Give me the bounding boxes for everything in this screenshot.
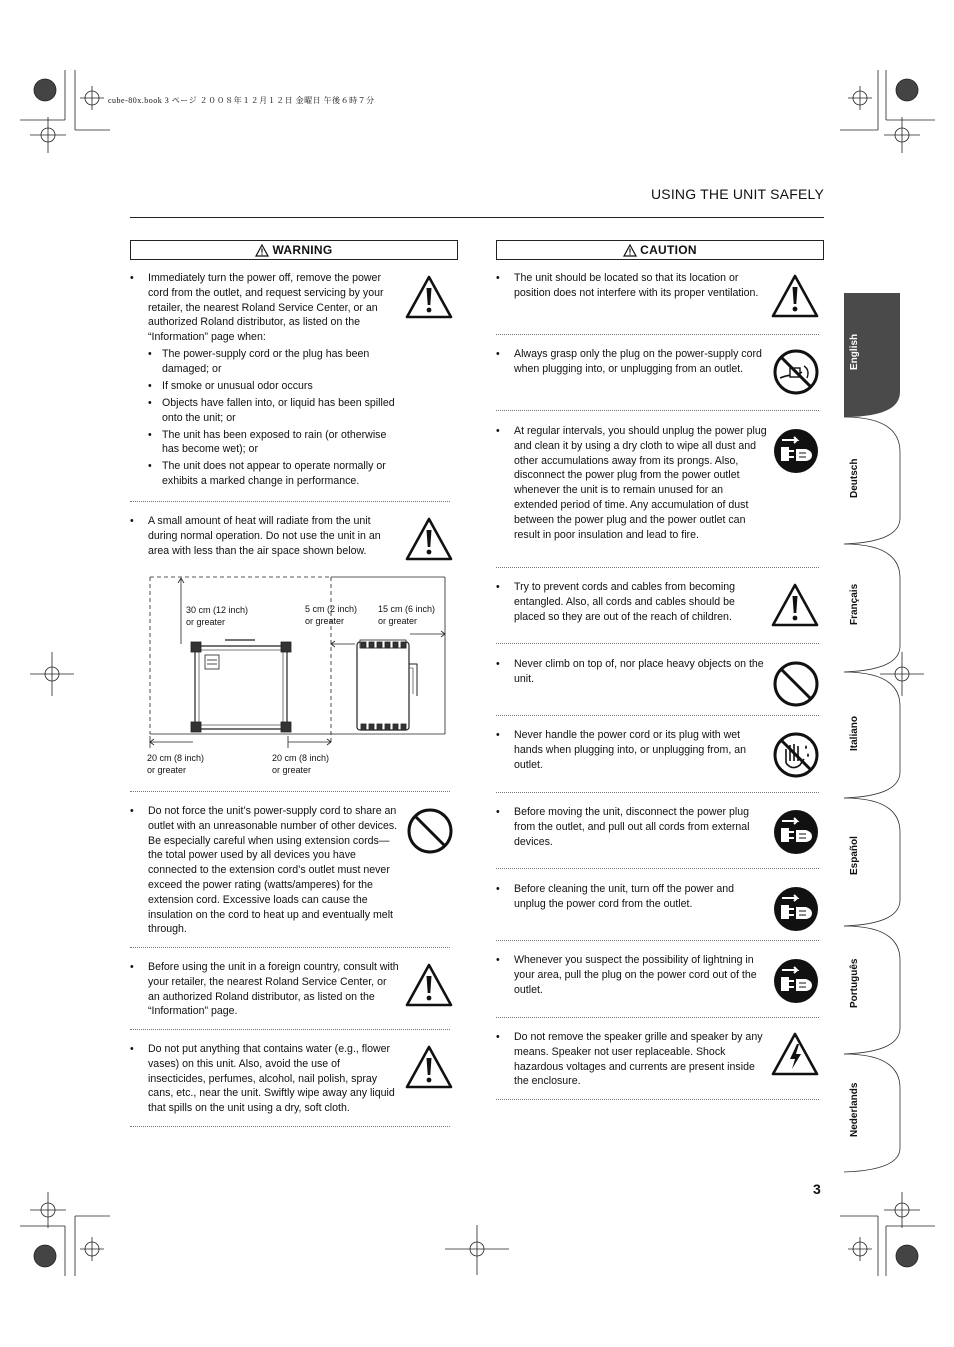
warning-triangle-icon: [770, 273, 820, 319]
file-header: cube-80x.book 3 ページ ２００８年１２月１２日 金曜日 午後６時７分: [108, 96, 375, 105]
item-text: Try to prevent cords and cables from becoming entangled. Also, all cords and cables should be placed so they are out of the reach of children.: [514, 581, 735, 623]
tab-espanol[interactable]: Español: [849, 836, 860, 875]
item-text: Before using the unit in a foreign country, consult with your retailer, the nearest Roland Service Center, or an authorized Roland distributor, as listed on the “Information” page.: [148, 961, 399, 1018]
separator: [496, 792, 819, 793]
unplug-icon: [772, 957, 820, 1005]
separator: [130, 1029, 450, 1030]
list-item: • The power-supply cord or the plug has been damaged; or: [148, 347, 400, 377]
item-text: Do not remove the speaker grille and speaker by any means. Speaker not user replaceable. Shock hazardous voltages and currents are present inside the enclosure.: [514, 1031, 763, 1088]
electric-shock-icon: [770, 1031, 820, 1077]
caution-label: CAUTION: [640, 243, 697, 257]
item-text: Do not force the unit’s power-supply cord to share an outlet with an unreasonable number of other devices. Be especially careful when using extension cords—the total power used by all devices you have connected to the extension cord’s outlet must never exceed the power rating (watts/amperes) for the extension cord. Excessive loads can cause the insulation on the cord to heat up and eventually melt through.: [148, 805, 398, 936]
separator: [496, 1017, 819, 1018]
section-title: USING THE UNIT SAFELY: [650, 186, 824, 202]
page-number: 3: [813, 1181, 821, 1197]
air-space-diagram: [145, 574, 447, 754]
list-item: • The unit has been exposed to rain (or otherwise has become wet); or: [148, 428, 400, 458]
tab-italiano[interactable]: Italiano: [849, 715, 860, 751]
item-text: Never climb on top of, nor place heavy objects on the unit.: [514, 658, 764, 685]
item-text: Never handle the power cord or its plug with wet hands when plugging into, or unplugging from, an outlet.: [514, 729, 747, 771]
separator: [496, 715, 819, 716]
clearance-top-label: 30 cm (12 inch) or greater: [186, 605, 249, 627]
warning-triangle-icon: [404, 962, 454, 1008]
no-pulling-cord-icon: [772, 348, 820, 396]
tab-portugues[interactable]: Português: [849, 958, 860, 1008]
no-wet-hands-icon: [772, 731, 820, 779]
list-item: • The unit does not appear to operate normally or exhibits a marked change in performance.: [148, 459, 400, 489]
clearance-back-label: 5 cm (2 inch) or greater: [305, 604, 358, 626]
prohibited-icon: [772, 660, 820, 708]
clearance-right-label: 20 cm (8 inch) or greater: [272, 753, 330, 775]
unplug-icon: [772, 427, 820, 475]
tab-deutsch[interactable]: Deutsch: [849, 458, 860, 498]
item-text: The unit should be located so that its location or position does not interfere with its proper ventilation.: [514, 272, 759, 299]
tab-nederlands[interactable]: Nederlands: [849, 1082, 860, 1137]
unplug-icon: [772, 885, 820, 933]
separator: [496, 643, 819, 644]
item-text: Immediately turn the power off, remove the power cord from the outlet, and request servicing by your retailer, the nearest Roland Service Center, or an authorized Roland distributor, as listed on the “Information” page when:: [148, 272, 384, 344]
warning-triangle-icon: [404, 1044, 454, 1090]
warning-label: WARNING: [272, 243, 333, 257]
warning-triangle-icon: [623, 244, 637, 257]
caution-header: [496, 240, 824, 260]
item-text: Before cleaning the unit, turn off the power and unplug the power cord from the outlet.: [514, 883, 735, 910]
separator: [496, 567, 819, 568]
separator: [130, 501, 450, 502]
clearance-left-label: 20 cm (8 inch) or greater: [147, 753, 205, 775]
warning-triangle-icon: [770, 582, 820, 628]
warning-header: [130, 240, 458, 260]
condition-list: [148, 347, 400, 489]
header-rule: [130, 217, 824, 218]
warning-triangle-icon: [404, 274, 454, 320]
item-text: Do not put anything that contains water (e.g., flower vases) on this unit. Also, avoid the use of insecticides, perfumes, alcohol, nail polish, spray cans, etc., near the unit. Swiftly wipe away any liquid that spills on the unit using a dry, soft cloth.: [148, 1043, 395, 1115]
tab-francais[interactable]: Français: [849, 583, 860, 625]
separator: [130, 947, 450, 948]
item-text: A small amount of heat will radiate from the unit during normal operation. Do not use the unit in an area with less than the air space shown below.: [148, 515, 381, 557]
item-text: Whenever you suspect the possibility of lightning in your area, pull the plug on the power cord out of the outlet.: [514, 954, 757, 996]
item-text: At regular intervals, you should unplug the power plug and clean it by using a dry cloth to wipe all dust and other accumulations away from its prongs. Also, disconnect the power plug from the power outlet whenever the unit is to remain unused for an extended period of time. Any accumulation of dust between the power plug and the power outlet can result in poor insulation and lead to fire.: [514, 425, 767, 541]
tab-english[interactable]: English: [849, 333, 860, 370]
item-text: Always grasp only the plug on the power-supply cord when plugging into, or unplugging from an outlet.: [514, 348, 762, 375]
separator: [130, 791, 450, 792]
unplug-icon: [772, 808, 820, 856]
item-text: Before moving the unit, disconnect the power plug from the outlet, and pull out all cords from external devices.: [514, 806, 750, 848]
warning-triangle-icon: [404, 516, 454, 562]
separator: [496, 334, 819, 335]
list-item: • Objects have fallen into, or liquid has been spilled onto the unit; or: [148, 396, 400, 426]
list-item: • If smoke or unusual odor occurs: [148, 379, 400, 394]
separator: [130, 1126, 450, 1127]
separator: [496, 940, 819, 941]
separator: [496, 410, 819, 411]
clearance-side-label: 15 cm (6 inch) or greater: [378, 604, 436, 626]
separator: [496, 868, 819, 869]
warning-triangle-icon: [255, 244, 269, 257]
prohibited-icon: [406, 807, 454, 855]
separator: [496, 1099, 819, 1100]
